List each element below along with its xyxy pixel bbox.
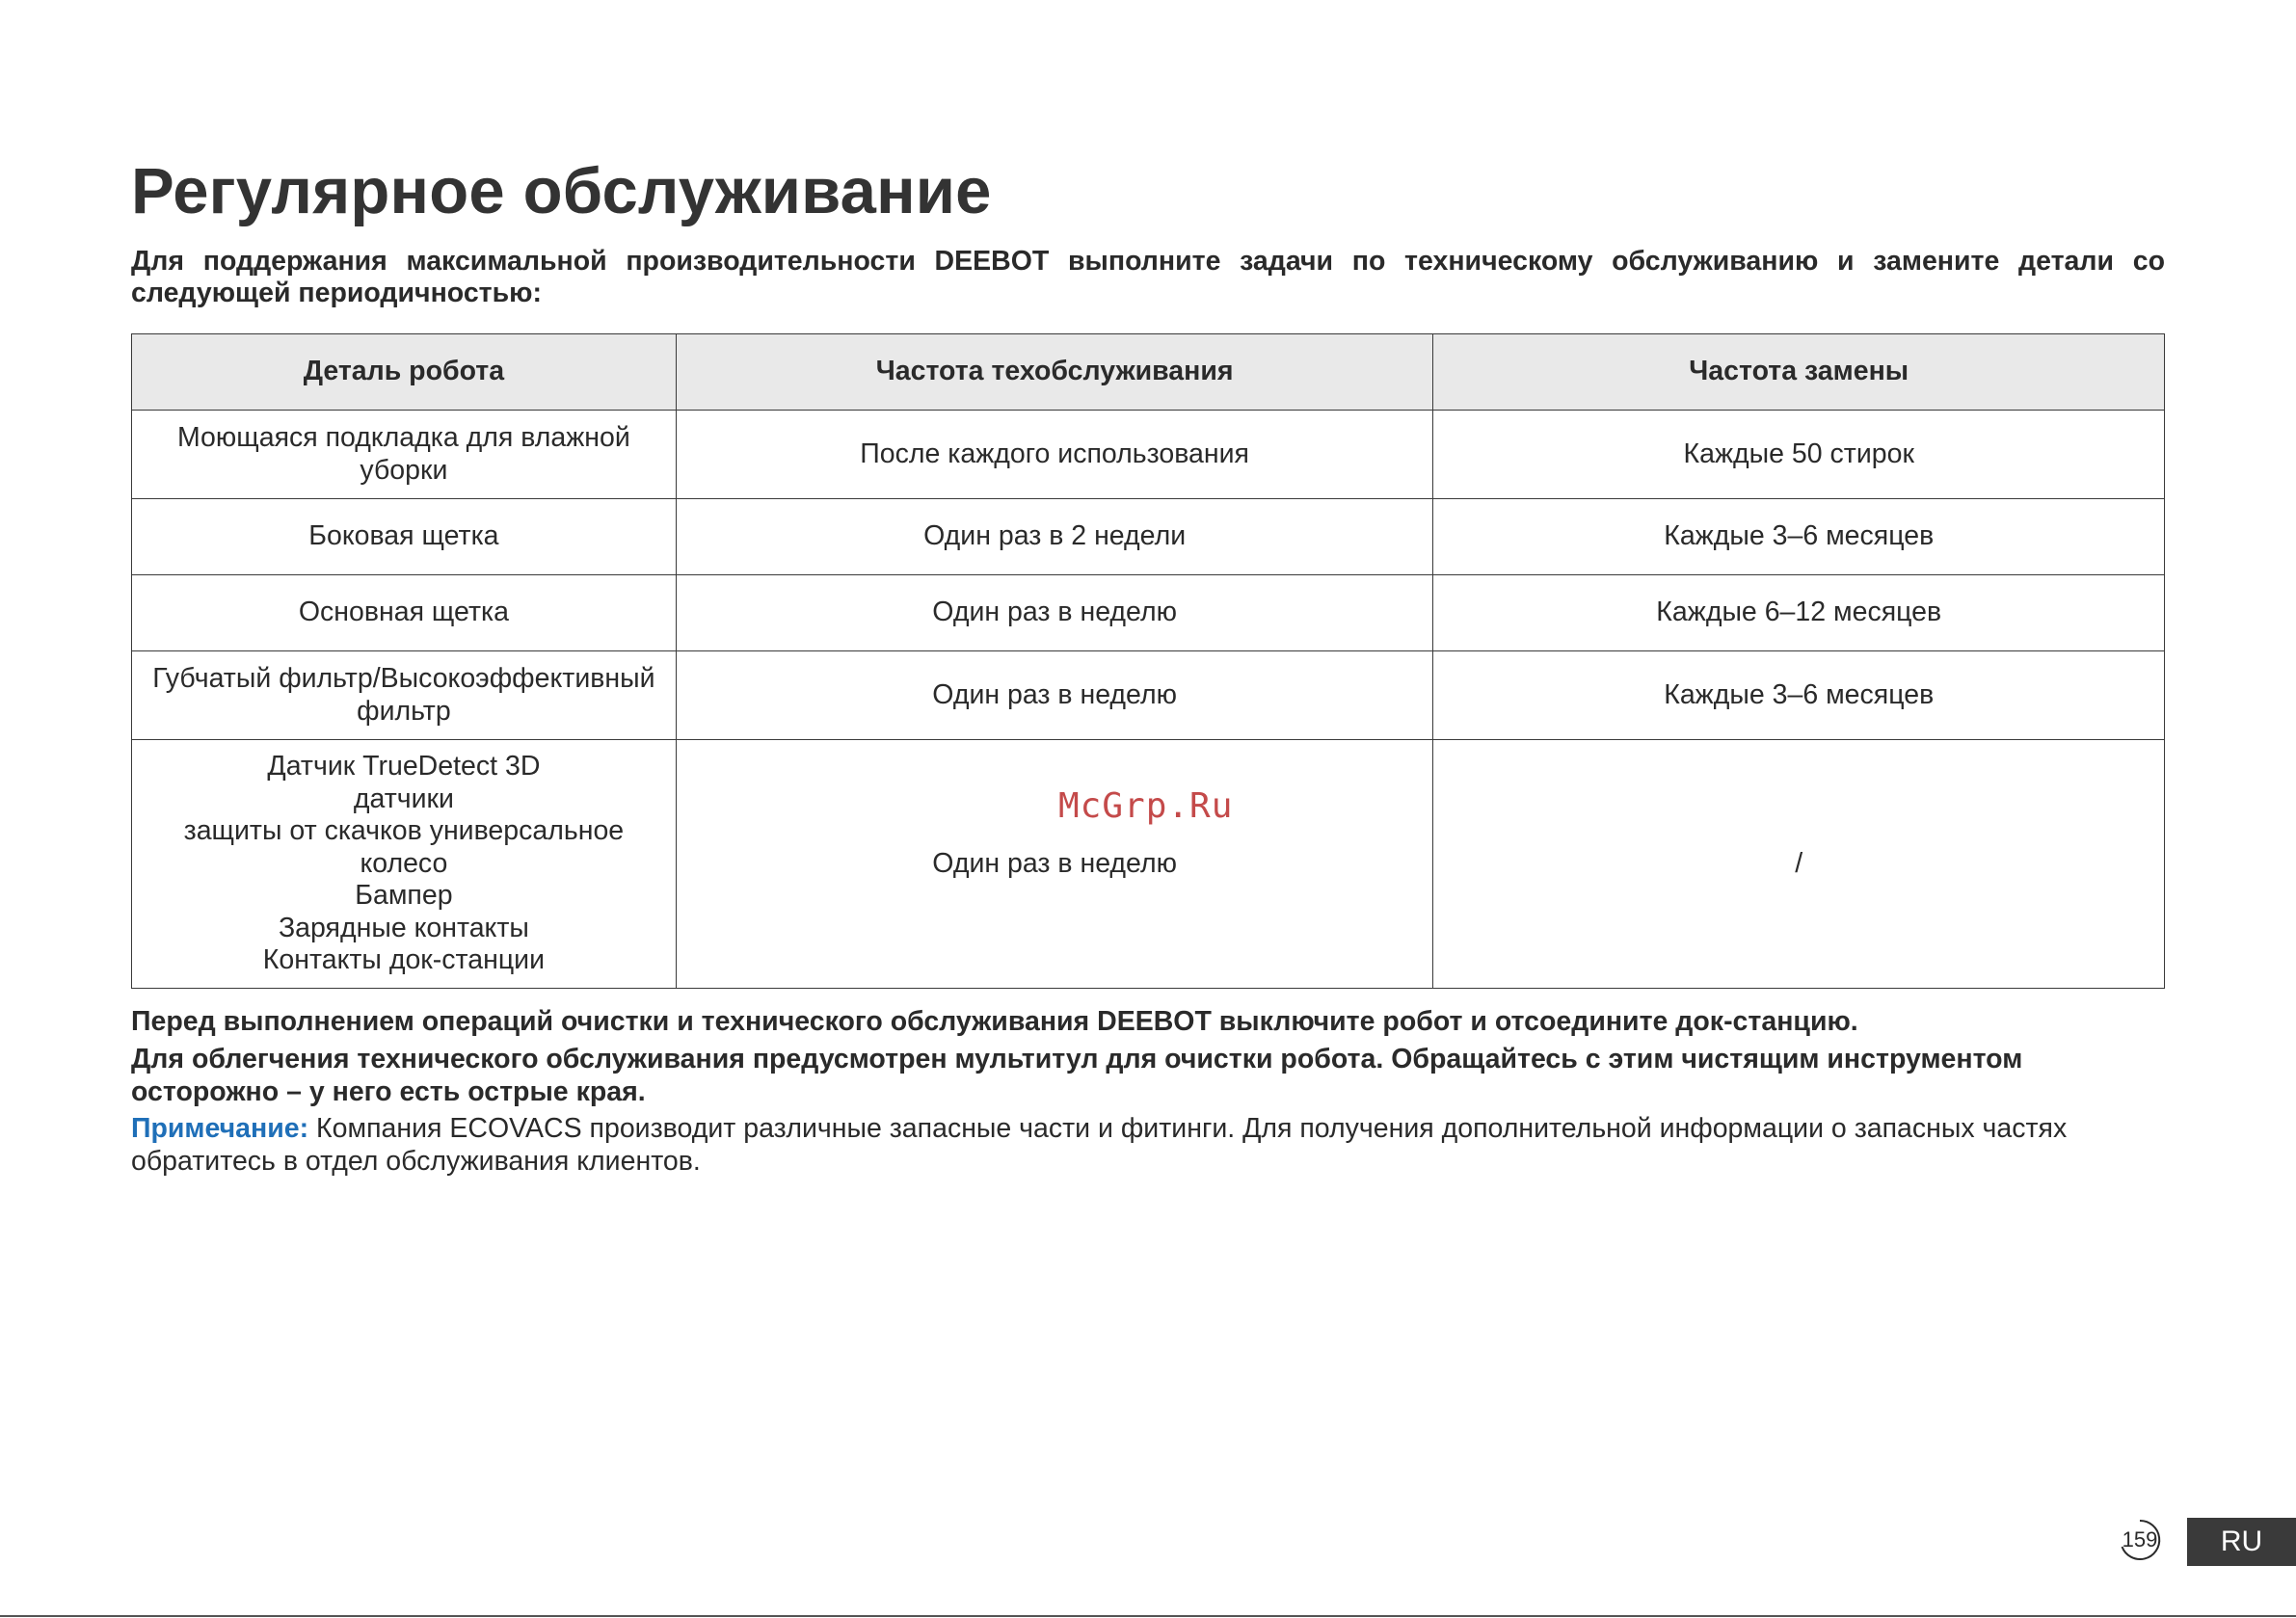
cell-part-line: Зарядные контакты bbox=[278, 912, 529, 943]
cell-part-line: датчики bbox=[353, 782, 454, 814]
header-maintenance: Частота техобслуживания bbox=[676, 334, 1433, 411]
cell-maintenance: Один раз в неделю bbox=[676, 651, 1433, 740]
intro-paragraph: Для поддержания максимальной производительности DEEBOT выполните задачи по техническому обслуживанию и замените детали со следующей периодичностью: bbox=[131, 246, 2165, 308]
cell-part-line: Датчик TrueDetect 3D bbox=[267, 751, 541, 782]
page-title: Регулярное обслуживание bbox=[131, 155, 992, 227]
page-number: 159 bbox=[2122, 1527, 2158, 1552]
header-part: Деталь робота bbox=[132, 334, 677, 411]
warning-power-off: Перед выполнением операций очистки и технического обслуживания DEEBOT выключите робот и отсоедините док-станцию. bbox=[131, 1006, 1858, 1037]
table-header-row bbox=[132, 334, 2165, 411]
note-text: Компания ECOVACS производит различные запасные части и фитинги. Для получения дополнительной информации о запасных частях обратитесь в отдел обслуживания клиентов. bbox=[131, 1113, 2068, 1177]
table-row bbox=[132, 499, 2165, 575]
cell-part bbox=[132, 740, 677, 989]
table-row bbox=[132, 740, 2165, 989]
bottom-divider bbox=[0, 1615, 2296, 1617]
note-paragraph bbox=[131, 1112, 2165, 1178]
cell-part-line: колесо bbox=[360, 847, 448, 879]
cell-replacement: Каждые 3–6 месяцев bbox=[1433, 499, 2165, 575]
cell-part: Боковая щетка bbox=[132, 499, 677, 575]
cell-replacement: Каждые 50 стирок bbox=[1433, 411, 2165, 499]
note-label: Примечание: bbox=[131, 1113, 309, 1144]
cell-part: Основная щетка bbox=[132, 575, 677, 651]
cell-maintenance: Один раз в неделю bbox=[676, 740, 1433, 989]
cell-replacement: Каждые 6–12 месяцев bbox=[1433, 575, 2165, 651]
cell-maintenance: Один раз в неделю bbox=[676, 575, 1433, 651]
table-row bbox=[132, 651, 2165, 740]
cell-maintenance: Один раз в 2 недели bbox=[676, 499, 1433, 575]
cell-part-line: Контакты док-станции bbox=[262, 944, 545, 976]
cell-part-line: защиты от скачков универсальное bbox=[183, 815, 625, 847]
maintenance-table bbox=[131, 333, 2165, 989]
table-row bbox=[132, 411, 2165, 499]
watermark-link[interactable]: McGrp.Ru bbox=[1058, 786, 1234, 826]
language-badge: RU bbox=[2187, 1518, 2296, 1566]
cell-part: Моющаяся подкладка для влажной уборки bbox=[132, 411, 677, 499]
cell-part: Губчатый фильтр/Высокоэффективный фильтр bbox=[132, 651, 677, 740]
cell-part-line: Бампер bbox=[355, 880, 453, 912]
cell-replacement: Каждые 3–6 месяцев bbox=[1433, 651, 2165, 740]
cell-maintenance: После каждого использования bbox=[676, 411, 1433, 499]
warning-multitool: Для облегчения технического обслуживания предусмотрен мультитул для очистки робота. Обращайтесь с этим чистящим инструментом осторожно – у него есть острые края. bbox=[131, 1044, 2023, 1107]
table-row bbox=[132, 575, 2165, 651]
header-replacement: Частота замены bbox=[1433, 334, 2165, 411]
cell-replacement: / bbox=[1433, 740, 2165, 989]
